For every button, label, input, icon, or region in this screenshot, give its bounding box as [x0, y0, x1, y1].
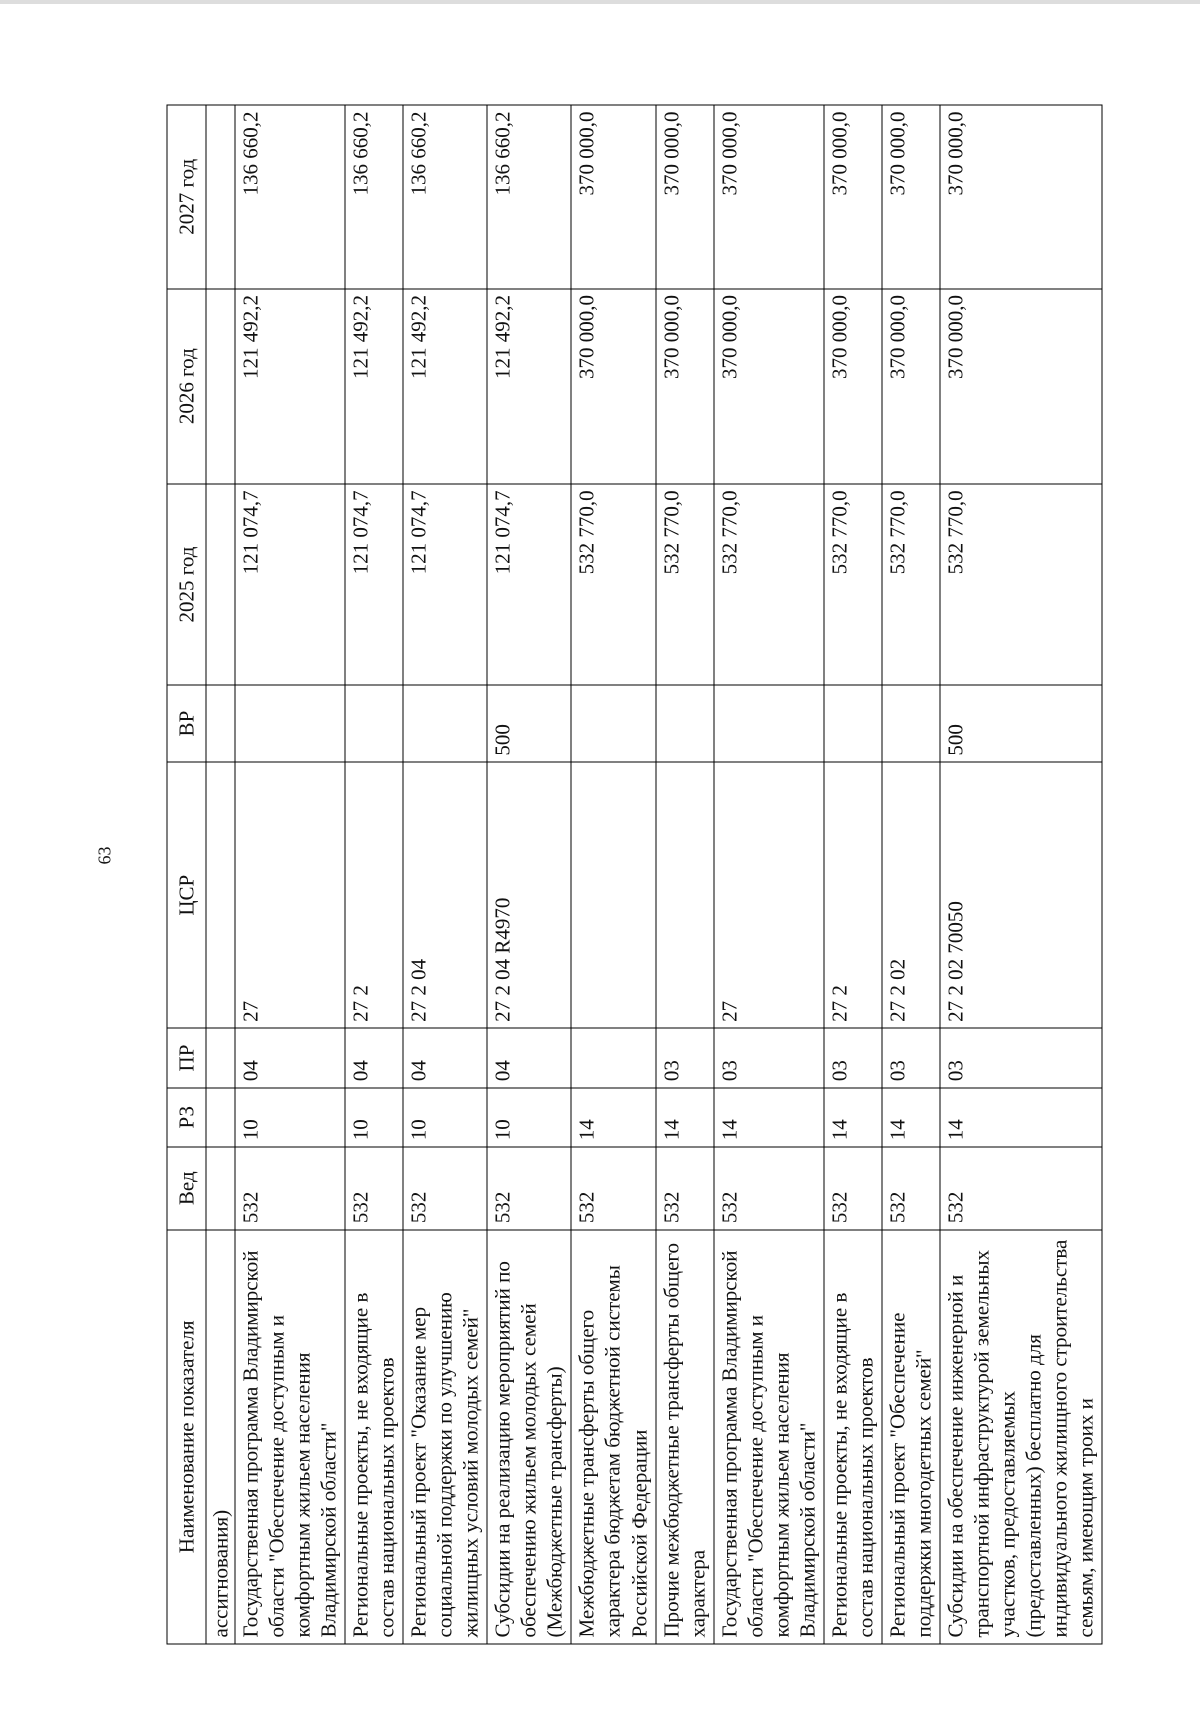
cell-rz: 10 — [235, 1087, 345, 1146]
cell-vr: 500 — [487, 685, 571, 762]
cell-csr: 27 2 — [345, 762, 403, 1028]
cell-rz: 14 — [940, 1087, 1102, 1146]
cell-rz: 14 — [882, 1087, 940, 1146]
cell-2025: 532 770,0 — [824, 483, 882, 684]
cell-pr: 04 — [345, 1028, 403, 1087]
cell-2026: 370 000,0 — [940, 288, 1102, 483]
cell-ved: 532 — [571, 1146, 655, 1229]
cell-2026: 370 000,0 — [656, 288, 714, 483]
cell-2026: 121 492,2 — [235, 288, 345, 483]
cell-csr: 27 2 02 70050 — [940, 762, 1102, 1028]
scan-edge — [0, 0, 1200, 4]
table-row-continuation — [206, 105, 235, 1644]
cell-name: Государственная программа Владимирской области "Обеспечение доступным и комфортным жильем населения Владимирской области" — [235, 1229, 345, 1643]
cell-vr: 500 — [940, 685, 1102, 762]
header-csr: ЦСР — [167, 762, 206, 1028]
cell-pr: 03 — [656, 1028, 714, 1087]
cell-pr: 04 — [235, 1028, 345, 1087]
cell-vr — [571, 685, 655, 762]
cell-pr: 03 — [940, 1028, 1102, 1087]
cell-rz: 10 — [345, 1087, 403, 1146]
continuation-text: ассигнования) — [206, 1229, 235, 1643]
cell-2025: 121 074,7 — [487, 483, 571, 684]
cell-2027: 136 660,2 — [487, 105, 571, 289]
cell-vr — [882, 685, 940, 762]
cell-rz: 14 — [714, 1087, 824, 1146]
cell-name: Субсидии на обеспечение инженерной и транспортной инфраструктурой земельных участков, предоставляемых (предоставленных) бесплатно для индивидуального жилищного строительства семьям, имеющим троих и — [940, 1229, 1102, 1643]
cell-name: Прочие межбюджетные трансферты общего характера — [656, 1229, 714, 1643]
cell-2027: 370 000,0 — [571, 105, 655, 289]
cell-csr — [656, 762, 714, 1028]
cell-ved: 532 — [882, 1146, 940, 1229]
header-2027: 2027 год — [167, 105, 206, 289]
cell-pr: 03 — [882, 1028, 940, 1087]
cell-vr — [824, 685, 882, 762]
cell-2026: 370 000,0 — [824, 288, 882, 483]
cell-ved: 532 — [824, 1146, 882, 1229]
cell-2025: 532 770,0 — [940, 483, 1102, 684]
cell-csr: 27 2 04 R4970 — [487, 762, 571, 1028]
cell-2026: 121 492,2 — [487, 288, 571, 483]
cell-vr — [345, 685, 403, 762]
cell-2026: 370 000,0 — [571, 288, 655, 483]
cell-2026: 370 000,0 — [714, 288, 824, 483]
header-vr: ВР — [167, 685, 206, 762]
cell-csr: 27 2 04 — [403, 762, 487, 1028]
cell-rz: 14 — [656, 1087, 714, 1146]
table-row — [345, 105, 403, 1644]
budget-allocation-table — [167, 104, 1103, 1644]
cell-vr — [403, 685, 487, 762]
cell-vr — [656, 685, 714, 762]
table-row — [714, 105, 824, 1644]
cell-csr: 27 — [235, 762, 345, 1028]
cell-name: Межбюджетные трансферты общего характера бюджетам бюджетной системы Российской Федерации — [571, 1229, 655, 1643]
table-row — [824, 105, 882, 1644]
cell-ved: 532 — [940, 1146, 1102, 1229]
header-pr: ПР — [167, 1028, 206, 1087]
cell-name: Региональные проекты, не входящие в состав национальных проектов — [824, 1229, 882, 1643]
cell-name: Региональные проекты, не входящие в состав национальных проектов — [345, 1229, 403, 1643]
page-number: 63 — [94, 846, 115, 865]
cell-ved: 532 — [656, 1146, 714, 1229]
cell-2027: 370 000,0 — [824, 105, 882, 289]
cell-name: Региональный проект "Обеспечение поддержки многодетных семей" — [882, 1229, 940, 1643]
header-2025: 2025 год — [167, 483, 206, 684]
cell-pr: 03 — [824, 1028, 882, 1087]
cell-name: Государственная программа Владимирской области "Обеспечение доступным и комфортным жильем населения Владимирской области" — [714, 1229, 824, 1643]
cell-rz: 10 — [487, 1087, 571, 1146]
table-row — [487, 105, 571, 1644]
cell-csr — [571, 762, 655, 1028]
cell-name: Региональный проект "Оказание мер социальной поддержки по улучшению жилищных условий молодых семей" — [403, 1229, 487, 1643]
cell-2027: 136 660,2 — [235, 105, 345, 289]
table-row — [940, 105, 1102, 1644]
table-row — [882, 105, 940, 1644]
table-header-row — [167, 105, 206, 1644]
cell-2027: 136 660,2 — [345, 105, 403, 289]
cell-vr — [235, 685, 345, 762]
table-row — [403, 105, 487, 1644]
cell-2027: 370 000,0 — [882, 105, 940, 289]
table-row — [656, 105, 714, 1644]
cell-rz: 14 — [571, 1087, 655, 1146]
cell-name: Субсидии на реализацию мероприятий по обеспечению жильем молодых семей (Межбюджетные трансферты) — [487, 1229, 571, 1643]
table-row — [571, 105, 655, 1644]
cell-2027: 370 000,0 — [714, 105, 824, 289]
cell-ved: 532 — [403, 1146, 487, 1229]
cell-pr: 04 — [403, 1028, 487, 1087]
cell-2027: 370 000,0 — [940, 105, 1102, 289]
cell-2025: 121 074,7 — [235, 483, 345, 684]
cell-csr: 27 2 02 — [882, 762, 940, 1028]
cell-2027: 136 660,2 — [403, 105, 487, 289]
cell-2026: 121 492,2 — [403, 288, 487, 483]
cell-ved: 532 — [345, 1146, 403, 1229]
header-name: Наименование показателя — [167, 1229, 206, 1643]
cell-2026: 121 492,2 — [345, 288, 403, 483]
cell-2025: 532 770,0 — [571, 483, 655, 684]
cell-rz: 10 — [403, 1087, 487, 1146]
cell-2025: 532 770,0 — [656, 483, 714, 684]
cell-2027: 370 000,0 — [656, 105, 714, 289]
header-ved: Вед — [167, 1146, 206, 1229]
cell-2025: 532 770,0 — [714, 483, 824, 684]
table-row — [235, 105, 345, 1644]
cell-csr: 27 2 — [824, 762, 882, 1028]
cell-rz: 14 — [824, 1087, 882, 1146]
cell-pr: 04 — [487, 1028, 571, 1087]
rotated-table-container — [167, 104, 1122, 1644]
cell-2025: 532 770,0 — [882, 483, 940, 684]
cell-pr: 03 — [714, 1028, 824, 1087]
cell-2026: 370 000,0 — [882, 288, 940, 483]
header-rz: РЗ — [167, 1087, 206, 1146]
cell-pr — [571, 1028, 655, 1087]
cell-ved: 532 — [235, 1146, 345, 1229]
cell-csr: 27 — [714, 762, 824, 1028]
cell-vr — [714, 685, 824, 762]
cell-2025: 121 074,7 — [345, 483, 403, 684]
cell-2025: 121 074,7 — [403, 483, 487, 684]
cell-ved: 532 — [487, 1146, 571, 1229]
header-2026: 2026 год — [167, 288, 206, 483]
cell-ved: 532 — [714, 1146, 824, 1229]
